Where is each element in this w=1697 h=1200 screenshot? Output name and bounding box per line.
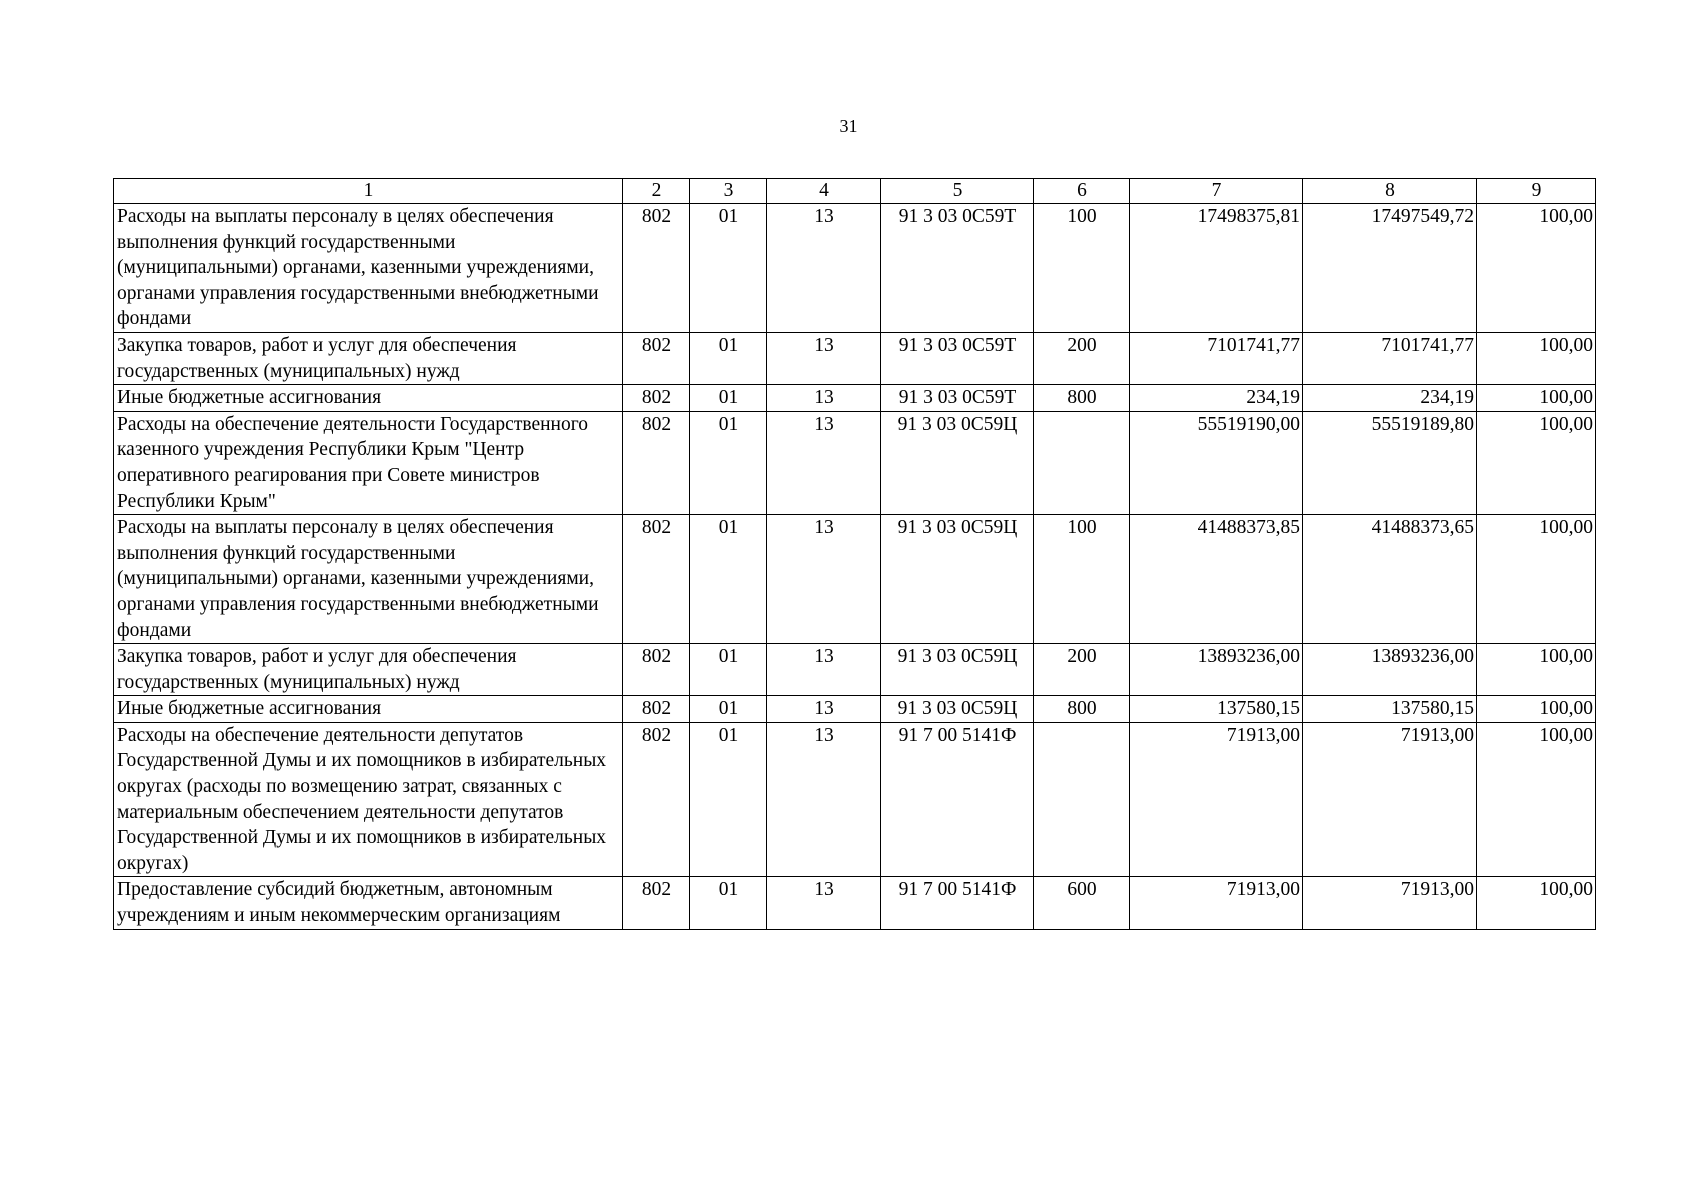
cell-col2: 802: [623, 644, 690, 696]
column-header-1: 1: [114, 179, 623, 204]
cell-col5: 91 7 00 5141Ф: [881, 722, 1034, 877]
table-row: [114, 204, 1596, 333]
cell-col5: 91 3 03 0С59Ц: [881, 644, 1034, 696]
row-name: Расходы на обеспечение деятельности Государственного казенного учреждения Республики Крым "Центр оперативного реагирования при Совете министров Республики Крым": [114, 411, 623, 514]
cell-col9: 100,00: [1477, 722, 1596, 877]
cell-col9: 100,00: [1477, 515, 1596, 644]
cell-col8: 234,19: [1303, 385, 1477, 412]
cell-col5: 91 3 03 0С59Ц: [881, 411, 1034, 514]
cell-col7: 41488373,85: [1130, 515, 1303, 644]
cell-col9: 100,00: [1477, 696, 1596, 723]
column-header-5: 5: [881, 179, 1034, 204]
table-row: [114, 385, 1596, 412]
cell-col7: 7101741,77: [1130, 332, 1303, 384]
page-number: 31: [839, 116, 858, 136]
cell-col6: 800: [1034, 385, 1130, 412]
cell-col4: 13: [767, 332, 881, 384]
cell-col4: 13: [767, 411, 881, 514]
table-row: [114, 722, 1596, 877]
cell-col4: 13: [767, 696, 881, 723]
cell-col8: 41488373,65: [1303, 515, 1477, 644]
cell-col9: 100,00: [1477, 385, 1596, 412]
cell-col4: 13: [767, 204, 881, 333]
table-row: [114, 515, 1596, 644]
cell-col9: 100,00: [1477, 877, 1596, 929]
cell-col2: 802: [623, 877, 690, 929]
cell-col7: 13893236,00: [1130, 644, 1303, 696]
cell-col4: 13: [767, 515, 881, 644]
cell-col6: [1034, 411, 1130, 514]
column-header-3: 3: [690, 179, 767, 204]
row-name: Расходы на выплаты персоналу в целях обеспечения выполнения функций государственными (муниципальными) органами, казенными учреждениями, органами управления государственными внебюджетными фондами: [114, 204, 623, 333]
row-name: Расходы на выплаты персоналу в целях обеспечения выполнения функций государственными (муниципальными) органами, казенными учреждениями, органами управления государственными внебюджетными фондами: [114, 515, 623, 644]
column-header-7: 7: [1130, 179, 1303, 204]
cell-col3: 01: [690, 722, 767, 877]
cell-col2: 802: [623, 722, 690, 877]
cell-col5: 91 3 03 0С59Т: [881, 332, 1034, 384]
table-row: [114, 411, 1596, 514]
cell-col4: 13: [767, 385, 881, 412]
cell-col7: 55519190,00: [1130, 411, 1303, 514]
cell-col2: 802: [623, 332, 690, 384]
column-header-6: 6: [1034, 179, 1130, 204]
cell-col5: 91 3 03 0С59Ц: [881, 515, 1034, 644]
cell-col6: 800: [1034, 696, 1130, 723]
cell-col7: 137580,15: [1130, 696, 1303, 723]
cell-col5: 91 3 03 0С59Т: [881, 385, 1034, 412]
cell-col3: 01: [690, 644, 767, 696]
row-name: Иные бюджетные ассигнования: [114, 385, 623, 412]
cell-col2: 802: [623, 204, 690, 333]
cell-col7: 71913,00: [1130, 877, 1303, 929]
cell-col9: 100,00: [1477, 644, 1596, 696]
cell-col3: 01: [690, 332, 767, 384]
column-header-9: 9: [1477, 179, 1596, 204]
cell-col3: 01: [690, 515, 767, 644]
cell-col2: 802: [623, 411, 690, 514]
cell-col3: 01: [690, 696, 767, 723]
table-row: [114, 696, 1596, 723]
cell-col7: 17498375,81: [1130, 204, 1303, 333]
cell-col6: [1034, 722, 1130, 877]
cell-col9: 100,00: [1477, 411, 1596, 514]
cell-col8: 7101741,77: [1303, 332, 1477, 384]
row-name: Иные бюджетные ассигнования: [114, 696, 623, 723]
cell-col2: 802: [623, 385, 690, 412]
cell-col5: 91 7 00 5141Ф: [881, 877, 1034, 929]
cell-col8: 17497549,72: [1303, 204, 1477, 333]
cell-col7: 234,19: [1130, 385, 1303, 412]
budget-table: [113, 178, 1596, 930]
cell-col2: 802: [623, 696, 690, 723]
column-header-8: 8: [1303, 179, 1477, 204]
cell-col8: 71913,00: [1303, 722, 1477, 877]
cell-col8: 71913,00: [1303, 877, 1477, 929]
cell-col7: 71913,00: [1130, 722, 1303, 877]
table-row: [114, 332, 1596, 384]
row-name: Расходы на обеспечение деятельности депутатов Государственной Думы и их помощников в избирательных округах (расходы по возмещению затрат, связанных с материальным обеспечением деятельности депутатов Государственной Думы и их помощников в избирательных округах): [114, 722, 623, 877]
cell-col6: 200: [1034, 644, 1130, 696]
cell-col3: 01: [690, 385, 767, 412]
cell-col5: 91 3 03 0С59Т: [881, 204, 1034, 333]
cell-col3: 01: [690, 204, 767, 333]
cell-col4: 13: [767, 644, 881, 696]
cell-col4: 13: [767, 877, 881, 929]
cell-col6: 100: [1034, 515, 1130, 644]
row-name: Предоставление субсидий бюджетным, автономным учреждениям и иным некоммерческим организациям: [114, 877, 623, 929]
cell-col9: 100,00: [1477, 204, 1596, 333]
column-header-2: 2: [623, 179, 690, 204]
cell-col6: 100: [1034, 204, 1130, 333]
cell-col6: 200: [1034, 332, 1130, 384]
column-header-4: 4: [767, 179, 881, 204]
cell-col8: 137580,15: [1303, 696, 1477, 723]
cell-col3: 01: [690, 877, 767, 929]
cell-col5: 91 3 03 0С59Ц: [881, 696, 1034, 723]
cell-col9: 100,00: [1477, 332, 1596, 384]
cell-col8: 13893236,00: [1303, 644, 1477, 696]
cell-col8: 55519189,80: [1303, 411, 1477, 514]
row-name: Закупка товаров, работ и услуг для обеспечения государственных (муниципальных) нужд: [114, 644, 623, 696]
header-row: [114, 179, 1596, 204]
cell-col4: 13: [767, 722, 881, 877]
cell-col2: 802: [623, 515, 690, 644]
table-row: [114, 877, 1596, 929]
cell-col6: 600: [1034, 877, 1130, 929]
table-row: [114, 644, 1596, 696]
row-name: Закупка товаров, работ и услуг для обеспечения государственных (муниципальных) нужд: [114, 332, 623, 384]
cell-col3: 01: [690, 411, 767, 514]
